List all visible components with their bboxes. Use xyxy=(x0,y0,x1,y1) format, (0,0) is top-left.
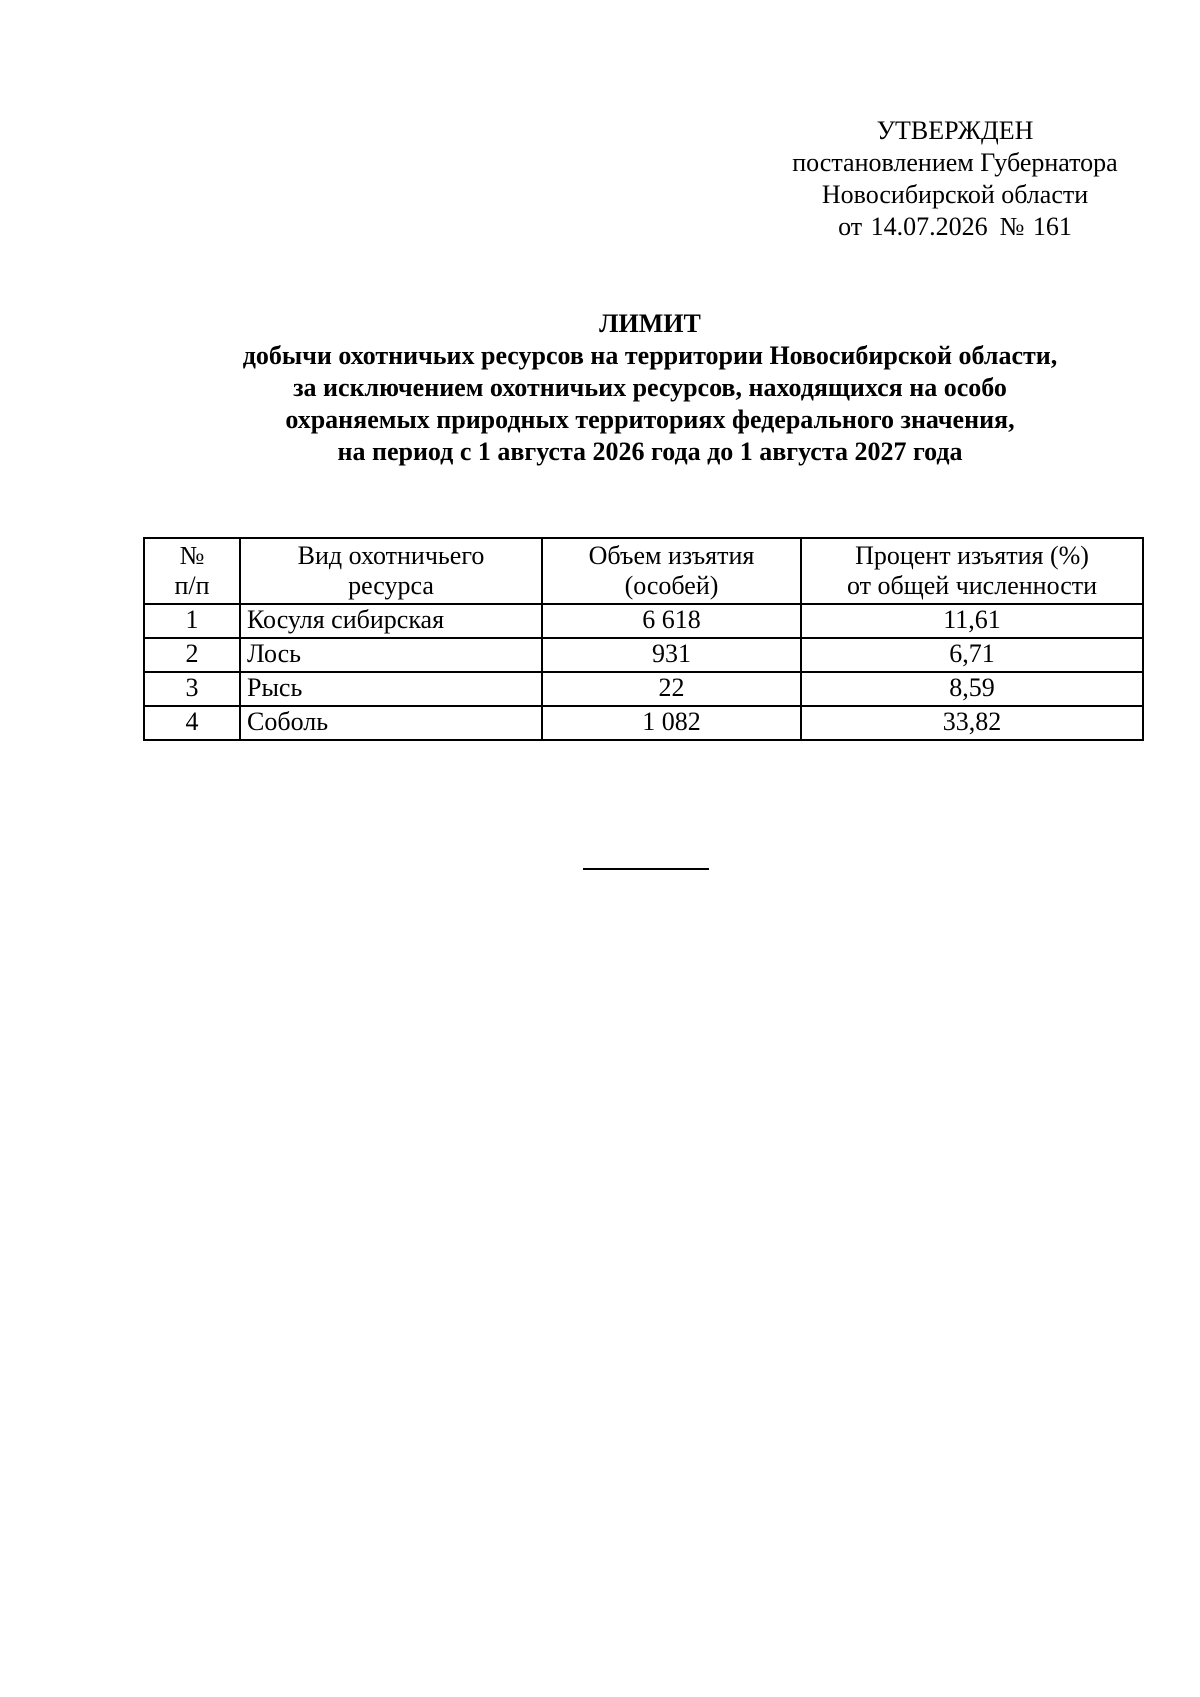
row-percent: 11,61 xyxy=(801,604,1143,638)
table-row xyxy=(144,672,1143,706)
header-volume-line-2: (особей) xyxy=(624,571,719,600)
row-number: 4 xyxy=(144,706,240,740)
document-title xyxy=(100,308,1200,468)
header-number-line-2: п/п xyxy=(174,571,210,600)
row-number: 3 xyxy=(144,672,240,706)
title-line-3: охраняемых природных территориях федерального значения, xyxy=(285,405,1015,434)
header-percent-line-1: Процент изъятия (%) xyxy=(855,541,1089,570)
header-resource-line-1: Вид охотничьего xyxy=(297,541,485,570)
approval-region: Новосибирской области xyxy=(821,180,1089,209)
header-resource-line-2: ресурса xyxy=(348,571,434,600)
title-line-2: за исключением охотничьих ресурсов, находящихся на особо xyxy=(293,373,1007,402)
table-row xyxy=(144,638,1143,672)
row-resource: Рысь xyxy=(240,672,542,706)
row-percent: 33,82 xyxy=(801,706,1143,740)
end-divider xyxy=(583,868,709,870)
row-volume: 6 618 xyxy=(542,604,801,638)
row-volume: 931 xyxy=(542,638,801,672)
table-row xyxy=(144,706,1143,740)
header-percent xyxy=(801,538,1143,604)
header-volume-line-1: Объем изъятия xyxy=(588,541,755,570)
row-volume: 1 082 xyxy=(542,706,801,740)
approval-date-line xyxy=(745,211,1165,243)
title-line-4: на период с 1 августа 2026 года до 1 августа 2027 года xyxy=(337,437,963,466)
row-number: 2 xyxy=(144,638,240,672)
table-row xyxy=(144,604,1143,638)
header-number xyxy=(144,538,240,604)
row-percent: 6,71 xyxy=(801,638,1143,672)
header-resource xyxy=(240,538,542,604)
header-percent-line-2: от общей численности xyxy=(846,571,1098,600)
title-line-1: добычи охотничьих ресурсов на территории Новосибирской области, xyxy=(242,341,1058,370)
limits-table xyxy=(143,537,1144,741)
row-resource: Косуля сибирская xyxy=(240,604,542,638)
table-header-row xyxy=(144,538,1143,604)
approval-act: постановлением Губернатора xyxy=(792,148,1118,177)
row-resource: Соболь xyxy=(240,706,542,740)
row-number: 1 xyxy=(144,604,240,638)
approval-block xyxy=(745,115,1165,243)
approval-status: УТВЕРЖДЕН xyxy=(876,116,1034,145)
row-resource: Лось xyxy=(240,638,542,672)
approval-date: от 14.07.2026 xyxy=(838,212,988,241)
header-volume xyxy=(542,538,801,604)
approval-number: № 161 xyxy=(999,212,1072,241)
header-number-line-1: № xyxy=(179,541,205,570)
row-volume: 22 xyxy=(542,672,801,706)
row-percent: 8,59 xyxy=(801,672,1143,706)
title-heading: ЛИМИТ xyxy=(599,309,701,338)
